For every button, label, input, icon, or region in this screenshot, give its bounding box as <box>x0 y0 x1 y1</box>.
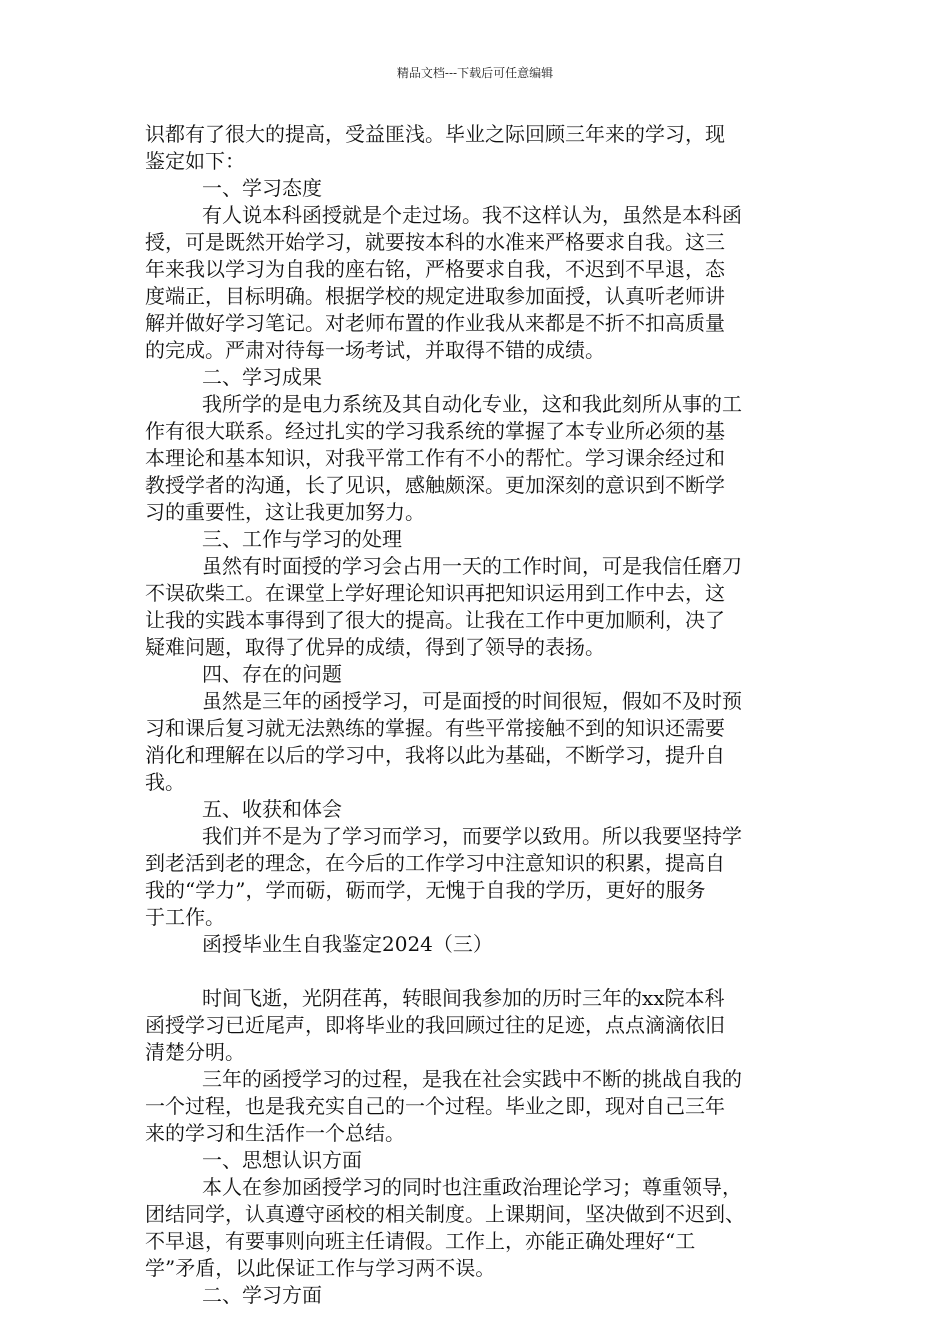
text-line: 鉴定如下： <box>145 149 245 173</box>
text-line: 让我的实践本事得到了很大的提高。让我在工作中更加顺利，决了 <box>145 608 725 632</box>
text-line: 三、工作与学习的处理 <box>202 527 402 551</box>
blank-line <box>145 958 810 985</box>
text-line: 年来我以学习为自我的座右铭，严格要求自我，不迟到不早退，态 <box>145 257 725 281</box>
text-line: 一个过程，也是我充实自己的一个过程。毕业之即，现对自己三年 <box>145 1094 725 1118</box>
text-line: 到老活到老的理念，在今后的工作学习中注意知识的积累，提高自 <box>145 851 725 875</box>
text-line: 授，可是既然开始学习，就要按本科的水准来严格要求自我。这三 <box>145 230 725 254</box>
text-line: 来的学习和生活作一个总结。 <box>145 1121 405 1145</box>
text-line: 二、学习成果 <box>202 365 322 389</box>
text-line: 一、学习态度 <box>202 176 322 200</box>
text-line: 本理论和基本知识，对我平常工作有不小的帮忙。学习课余经过和 <box>145 446 725 470</box>
text-line: 虽然是三年的函授学习，可是面授的时间很短，假如不及时预 <box>202 689 742 713</box>
text-line: 函授学习已近尾声，即将毕业的我回顾过往的足迹，点点滴滴依旧 <box>145 1013 725 1037</box>
text-line: 二、学习方面 <box>202 1283 322 1307</box>
text-line: 三年的函授学习的过程，是我在社会实践中不断的挑战自我的 <box>202 1067 742 1091</box>
text-line: 不早退，有要事则向班主任请假。工作上，亦能正确处理好“工 <box>145 1229 696 1253</box>
text-line: 习和课后复习就无法熟练的掌握。有些平常接触不到的知识还需要 <box>145 716 725 740</box>
text-line: 虽然有时面授的学习会占用一天的工作时间，可是我信任磨刀 <box>202 554 742 578</box>
text-line: 疑难问题，取得了优异的成绩，得到了领导的表扬。 <box>145 635 605 659</box>
text-line: 的完成。严肃对待每一场考试，并取得不错的成绩。 <box>145 338 605 362</box>
text-line: 作有很大联系。经过扎实的学习我系统的掌握了本专业所必须的基 <box>145 419 725 443</box>
text-line: 于工作。 <box>145 905 225 929</box>
text-line: 解并做好学习笔记。对老师布置的作业我从来都是不折不扣高质量 <box>145 311 725 335</box>
text-line: 学”矛盾，以此保证工作与学习两不误。 <box>145 1256 496 1280</box>
text-line: 团结同学，认真遵守函校的相关制度。上课期间，坚决做到不迟到、 <box>145 1202 745 1226</box>
text-line: 我。 <box>145 770 185 794</box>
text-line: 消化和理解在以后的学习中，我将以此为基础，不断学习，提升自 <box>145 743 725 767</box>
text-line: 四、存在的问题 <box>202 662 342 686</box>
text-line: 函授毕业生自我鉴定2024（三） <box>202 932 493 956</box>
page-header: 精品文档---下载后可任意编辑 <box>396 66 554 80</box>
text-line: 一、思想认识方面 <box>202 1148 362 1172</box>
text-line: 五、收获和体会 <box>202 797 342 821</box>
text-line: 习的重要性，这让我更加努力。 <box>145 500 425 524</box>
text-line: 我所学的是电力系统及其自动化专业，这和我此刻所从事的工 <box>202 392 742 416</box>
text-line: 有人说本科函授就是个走过场。我不这样认为，虽然是本科函 <box>202 203 742 227</box>
text-line: 识都有了很大的提高，受益匪浅。毕业之际回顾三年来的学习，现 <box>145 122 725 146</box>
text-line: 清楚分明。 <box>145 1040 245 1064</box>
text-line: 我的“学力”，学而砺，砺而学，无愧于自我的学历，更好的服务 <box>145 878 706 902</box>
text-line: 本人在参加函授学习的同时也注重政治理论学习；尊重领导， <box>202 1175 742 1199</box>
text-line: 教授学者的沟通，长了见识，感触颇深。更加深刻的意识到不断学 <box>145 473 725 497</box>
text-line: 度端正，目标明确。根据学校的规定进取参加面授，认真听老师讲 <box>145 284 725 308</box>
document-body <box>145 121 810 1309</box>
text-line: 时间飞逝，光阴荏苒，转眼间我参加的历时三年的xx院本科 <box>202 986 725 1010</box>
text-line: 不误砍柴工。在课堂上学好理论知识再把知识运用到工作中去，这 <box>145 581 725 605</box>
text-line: 我们并不是为了学习而学习，而要学以致用。所以我要坚持学 <box>202 824 742 848</box>
